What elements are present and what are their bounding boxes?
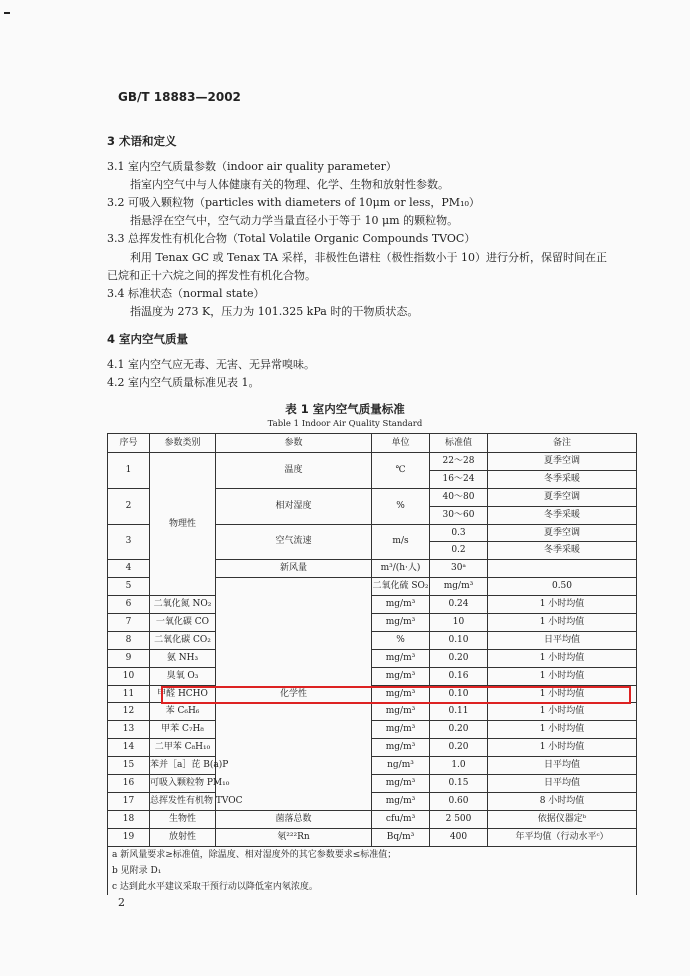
category-chemical: 化学性: [216, 578, 372, 811]
cell-no: 1: [108, 453, 150, 489]
cell-unit: %: [372, 631, 430, 649]
cell-param: 甲醛 HCHO: [150, 685, 216, 703]
category-physical: 物理性: [150, 453, 216, 596]
cell-no: 16: [108, 775, 150, 793]
table-row: [108, 667, 637, 685]
cell-no: 8: [108, 631, 150, 649]
category-radioactive: 放射性: [150, 828, 216, 846]
header-remark: 备注: [488, 434, 637, 453]
cell-param: 甲苯 C₇H₈: [150, 721, 216, 739]
note-b: b 见附录 D₁: [112, 865, 162, 876]
air-quality-table: [107, 433, 637, 895]
cell-no: 4: [108, 560, 150, 578]
header-unit: 单位: [372, 434, 430, 453]
table-notes-row: [108, 846, 637, 895]
header-no: 序号: [108, 434, 150, 453]
cell-param: 总挥发性有机物 TVOC: [150, 792, 216, 810]
cell-value: 0.3: [430, 524, 488, 542]
def-3-3-line2: 已烷和正十六烷之间的挥发性有机化合物。: [107, 269, 316, 282]
cell-unit: mg/m³: [372, 721, 430, 739]
cell-remark: 1 小时均值: [488, 685, 637, 703]
cell-remark: 1 小时均值: [488, 614, 637, 632]
table-header-row: [108, 434, 637, 453]
cell-value: 0.2: [430, 542, 488, 560]
cell-remark: 日平均值: [488, 757, 637, 775]
cell-remark: 1 小时均值: [488, 596, 637, 614]
cell-value: 30ᵃ: [430, 560, 488, 578]
term-3-1: 3.1 室内空气质量参数（indoor air quality parameter）: [107, 160, 397, 173]
cell-remark: 年平均值（行动水平ᶜ）: [488, 828, 637, 846]
cell-no: 17: [108, 792, 150, 810]
cell-remark: 1 小时均值: [488, 739, 637, 757]
clause-4-2: 4.2 室内空气质量标准见表 1。: [107, 376, 260, 389]
cell-no: 9: [108, 649, 150, 667]
cell-remark: 日平均值: [488, 631, 637, 649]
cell-remark: 依据仪器定ᵇ: [488, 810, 637, 828]
highlight-box-hcho: [161, 686, 631, 704]
cell-unit: %: [372, 488, 430, 524]
table-row: [108, 649, 637, 667]
cell-unit: cfu/m³: [372, 810, 430, 828]
cell-unit: mg/m³: [372, 703, 430, 721]
cell-unit: mg/m³: [372, 685, 430, 703]
cell-value: 10: [430, 614, 488, 632]
clause-4-1: 4.1 室内空气应无毒、无害、无异常嗅味。: [107, 358, 315, 371]
term-3-4: 3.4 标准状态（normal state）: [107, 287, 265, 300]
table-row: [108, 757, 637, 775]
cell-remark: 1 小时均值: [488, 721, 637, 739]
table-row: [108, 721, 637, 739]
cell-remark: 夏季空调: [488, 488, 637, 506]
cell-param: 苯并［a］芘 B(a)P: [150, 757, 216, 775]
cell-unit: mg/m³: [372, 792, 430, 810]
cell-value: 0.20: [430, 739, 488, 757]
cell-no: 10: [108, 667, 150, 685]
cell-unit: mg/m³: [372, 667, 430, 685]
cell-remark: 夏季空调: [488, 453, 637, 471]
header-standard-value: 标准值: [430, 434, 488, 453]
cell-param: 二氧化碳 CO₂: [150, 631, 216, 649]
cell-unit: mg/m³: [372, 614, 430, 632]
cell-value: 0.10: [430, 685, 488, 703]
cell-value: 0.20: [430, 649, 488, 667]
table-row: [108, 453, 637, 471]
cell-value: 400: [430, 828, 488, 846]
table-row: [108, 810, 637, 828]
cell-value: 2 500: [430, 810, 488, 828]
table-row: [108, 775, 637, 793]
category-biological: 生物性: [150, 810, 216, 828]
cell-remark: 夏季空调: [488, 524, 637, 542]
table-row: [108, 596, 637, 614]
section-3-title: 3 术语和定义: [107, 134, 177, 148]
cell-value: 16～24: [430, 470, 488, 488]
cell-unit: mg/m³: [372, 596, 430, 614]
cell-param: 相对湿度: [216, 488, 372, 524]
table-row: [108, 828, 637, 846]
cell-value: 0.11: [430, 703, 488, 721]
header-category: 参数类别: [150, 434, 216, 453]
cell-value: 0.15: [430, 775, 488, 793]
cell-value: 30～60: [430, 506, 488, 524]
cell-no: 3: [108, 524, 150, 560]
table-row: [108, 703, 637, 721]
note-c: c 达到此水平建议采取干预行动以降低室内氡浓度。: [112, 881, 318, 892]
table-row: [108, 792, 637, 810]
table-notes: [108, 846, 637, 895]
note-a: a 新风量要求≥标准值，除温度、相对湿度外的其它参数要求≤标准值；: [112, 849, 397, 860]
def-3-3-line1: 利用 Tenax GC 或 Tenax TA 采样，非极性色谱柱（极性指数小于 10）进行分析，保留时间在正: [130, 251, 608, 264]
cell-no: 12: [108, 703, 150, 721]
cell-remark: [488, 560, 637, 578]
cell-remark: 冬季采暖: [488, 506, 637, 524]
cell-no: 14: [108, 739, 150, 757]
cell-unit: mg/m³: [372, 649, 430, 667]
cell-value: 1.0: [430, 757, 488, 775]
cell-unit: ℃: [372, 453, 430, 489]
cell-value: 22～28: [430, 453, 488, 471]
section-4-title: 4 室内空气质量: [107, 332, 189, 346]
table-caption-cn: 表 1 室内空气质量标准: [285, 402, 405, 416]
cell-param: 二氧化氮 NO₂: [150, 596, 216, 614]
cell-remark: 1 小时均值: [488, 703, 637, 721]
cell-value: 0.24: [430, 596, 488, 614]
cell-param: 可吸入颗粒物 PM₁₀: [150, 775, 216, 793]
cell-remark: 1 小时均值: [488, 667, 637, 685]
cell-value: 0.50: [488, 578, 637, 596]
cell-no: 13: [108, 721, 150, 739]
cell-unit: mg/m³: [372, 775, 430, 793]
standard-code: GB/T 18883—2002: [118, 90, 241, 104]
cell-remark: 8 小时均值: [488, 792, 637, 810]
def-3-2: 指悬浮在空气中，空气动力学当量直径小于等于 10 μm 的颗粒物。: [130, 214, 459, 227]
cell-remark: 日平均值: [488, 775, 637, 793]
cell-param: 新风量: [216, 560, 372, 578]
cell-unit: mg/m³: [430, 578, 488, 596]
cell-param: 臭氧 O₃: [150, 667, 216, 685]
cell-no: 7: [108, 614, 150, 632]
table-caption-en: Table 1 Indoor Air Quality Standard: [267, 419, 423, 429]
cell-unit: mg/m³: [372, 739, 430, 757]
cell-remark: 1 小时均值: [488, 649, 637, 667]
cell-value: 0.60: [430, 792, 488, 810]
cell-param: 空气流速: [216, 524, 372, 560]
term-3-3: 3.3 总挥发性有机化合物（Total Volatile Organic Compounds TVOC）: [107, 232, 476, 245]
cell-param: 苯 C₆H₆: [150, 703, 216, 721]
cell-unit: Bq/m³: [372, 828, 430, 846]
cell-unit: ng/m³: [372, 757, 430, 775]
table-row: [108, 739, 637, 757]
page-number: 2: [118, 896, 125, 909]
cell-unit: m/s: [372, 524, 430, 560]
cell-no: 5: [108, 578, 150, 596]
cell-param: 菌落总数: [216, 810, 372, 828]
cell-no: 6: [108, 596, 150, 614]
cell-remark: 冬季采暖: [488, 470, 637, 488]
cell-value: 40～80: [430, 488, 488, 506]
cell-value: 0.10: [430, 631, 488, 649]
cell-unit: m³/(h·人): [372, 560, 430, 578]
cell-no: 19: [108, 828, 150, 846]
cell-no: 15: [108, 757, 150, 775]
cell-param: 氡²²²Rn: [216, 828, 372, 846]
cell-no: 2: [108, 488, 150, 524]
cell-param: 二氧化硫 SO₂: [372, 578, 430, 596]
cell-no: 11: [108, 685, 150, 703]
cell-param: 二甲苯 C₈H₁₀: [150, 739, 216, 757]
table-row: [108, 614, 637, 632]
scan-edge-mark: [4, 12, 10, 14]
def-3-4: 指温度为 273 K，压力为 101.325 kPa 时的干物质状态。: [130, 305, 419, 318]
table-row: [108, 631, 637, 649]
def-3-1: 指室内空气中与人体健康有关的物理、化学、生物和放射性参数。: [130, 178, 449, 191]
cell-param: 一氧化碳 CO: [150, 614, 216, 632]
cell-value: 0.16: [430, 667, 488, 685]
term-3-2: 3.2 可吸入颗粒物（particles with diameters of 10μm or less，PM₁₀）: [107, 196, 480, 209]
cell-no: 18: [108, 810, 150, 828]
header-parameter: 参数: [216, 434, 372, 453]
cell-param: 氨 NH₃: [150, 649, 216, 667]
cell-param: 温度: [216, 453, 372, 489]
cell-value: 0.20: [430, 721, 488, 739]
cell-remark: 冬季采暖: [488, 542, 637, 560]
